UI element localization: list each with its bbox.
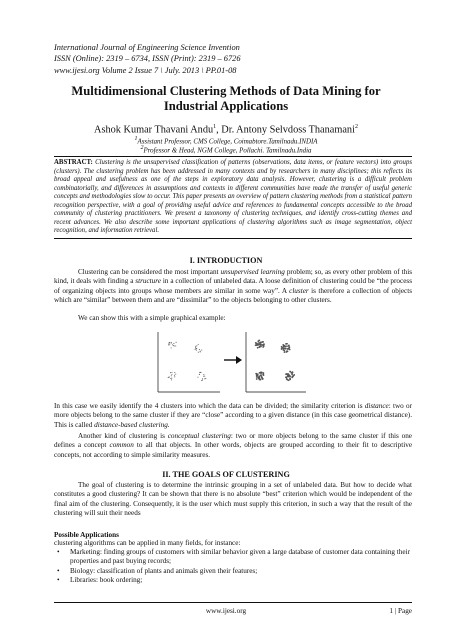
list-item bbox=[54, 548, 412, 567]
abstract-label: ABSTRACT: bbox=[54, 159, 93, 166]
data-point bbox=[200, 351, 201, 352]
data-point bbox=[203, 374, 204, 375]
applications-title: Possible Applications bbox=[54, 531, 119, 539]
intro-p1-e: in a collection of unlabeled data. A loose definition of clustering could be “the process of organizing objects into groups whose members are similar in some way”. A bbox=[54, 277, 412, 295]
journal-header bbox=[54, 42, 414, 76]
journal-volume: www.ijesi.org Volume 2 Issue 7 \ July. 2013 \ PP.01-08 bbox=[54, 65, 237, 75]
section-heading-introduction: I. INTRODUCTION bbox=[189, 256, 263, 265]
affiliation-2-text: Professor & Head, NGM College, Pollachi. Tamilnadu.India bbox=[143, 147, 312, 155]
data-point bbox=[174, 375, 175, 376]
data-point bbox=[169, 343, 170, 344]
affiliation-1-sup: 1 bbox=[134, 136, 138, 142]
journal-issn: ISSN (Online): 2319 – 6734, ISSN (Print): 2319 – 6726 bbox=[54, 54, 241, 64]
footer-rule bbox=[54, 602, 412, 603]
data-point bbox=[256, 378, 258, 380]
data-point bbox=[195, 346, 196, 347]
journal-name: International Journal of Engineering Science Invention bbox=[54, 43, 240, 52]
left-unclustered-points bbox=[168, 342, 207, 381]
data-point bbox=[195, 349, 196, 350]
data-point bbox=[261, 341, 263, 343]
data-point bbox=[175, 374, 176, 375]
applications-intro: clustering algorithms can be applied in many fields, for instance: bbox=[54, 539, 241, 547]
data-point bbox=[258, 377, 260, 379]
data-point bbox=[256, 343, 258, 345]
abstract bbox=[54, 156, 412, 239]
data-point bbox=[171, 342, 172, 343]
intro-p3-c: : two or more objects belong to the same cluster if they are “close” according to a given distance (in this case geometrical distance). This is called bbox=[54, 402, 413, 429]
data-point bbox=[199, 349, 200, 350]
data-point bbox=[260, 344, 262, 346]
intro-p1-f: cluster bbox=[289, 286, 309, 295]
intro-p4-c: : two or more objects belong to the same cluster if this one defines a concept bbox=[54, 432, 412, 450]
data-point bbox=[198, 352, 199, 353]
data-point bbox=[168, 345, 169, 346]
data-point bbox=[285, 343, 287, 345]
intro-p4-d: common bbox=[109, 441, 134, 450]
list-item-text: Libraries: book ordering; bbox=[70, 575, 143, 584]
data-point bbox=[196, 345, 197, 346]
intro-p1-b: unsupervised learning bbox=[220, 268, 285, 276]
clustering-figure bbox=[152, 330, 308, 394]
affiliation-1-text: Assistant Professor, CMS College, Coimabtore.Tamilnadu.INDIA bbox=[137, 138, 318, 146]
data-point bbox=[176, 342, 177, 343]
section-heading-goals: II. THE GOALS OF CLUSTERING bbox=[162, 470, 290, 479]
data-point bbox=[293, 374, 295, 376]
data-point bbox=[171, 374, 172, 375]
data-point bbox=[260, 345, 262, 347]
data-point bbox=[291, 373, 293, 375]
affiliation-2 bbox=[40, 144, 412, 155]
footer-page-number: 1 | Page bbox=[389, 607, 412, 615]
bullet-icon: • bbox=[57, 548, 60, 556]
paper-title bbox=[40, 84, 412, 114]
data-point bbox=[204, 378, 205, 379]
data-point bbox=[171, 379, 172, 380]
arrow-head bbox=[236, 356, 242, 364]
intro-p4-b: conceptual clustering bbox=[167, 432, 231, 440]
data-point bbox=[174, 376, 175, 377]
data-point bbox=[285, 373, 287, 375]
figure-left-panel bbox=[158, 332, 220, 392]
data-point bbox=[263, 344, 265, 346]
intro-p4-e: to all that objects. In other words, objects are grouped according to their fit to descriptive concepts, not according to simple similarity measures. bbox=[54, 441, 413, 459]
goals-paragraph: The goal of clustering is to determine the intrinsic grouping in a set of unlabeled data. But how to decide what constitutes a good clustering? It can be shown that there is no absolute “best” criterion which would be independent of the final aim of the clustering. Consequently, it is the user which must supply this criterion, in such a way that the result of the clustering will suit their needs bbox=[54, 481, 412, 517]
right-clustered-points bbox=[255, 340, 295, 382]
intro-p3-a: In this case we easily identify the 4 clusters into which the data can be divided; the similarity criterion is bbox=[54, 402, 365, 410]
data-point bbox=[200, 372, 201, 373]
data-point bbox=[291, 372, 293, 374]
bullet-icon: • bbox=[57, 575, 60, 584]
data-point bbox=[195, 347, 196, 348]
data-point bbox=[201, 380, 202, 381]
figure-arrow bbox=[224, 356, 242, 364]
data-point bbox=[286, 345, 288, 347]
data-point bbox=[169, 376, 170, 377]
data-point bbox=[258, 342, 260, 344]
list-item bbox=[54, 567, 412, 576]
title-line-2: Industrial Applications bbox=[163, 99, 289, 113]
affiliation-2-sup: 2 bbox=[140, 145, 144, 151]
intro-paragraph-2: We can show this with a simple graphical example: bbox=[78, 314, 226, 322]
intro-p3-d: distance-based clustering. bbox=[94, 420, 170, 429]
data-point bbox=[204, 376, 205, 377]
data-point bbox=[203, 376, 204, 377]
data-point bbox=[198, 344, 199, 345]
data-point bbox=[281, 346, 283, 348]
figure-right-panel bbox=[246, 332, 306, 392]
author-1-sup: 1 bbox=[213, 124, 217, 130]
data-point bbox=[174, 372, 175, 373]
intro-paragraph-3 bbox=[54, 402, 412, 430]
intro-paragraph-1 bbox=[54, 268, 412, 305]
list-item-text: Marketing: finding groups of customers with similar behavior given a large database of customer data containing their properties and past buying records; bbox=[70, 548, 410, 566]
intro-p1-c: problem; so, as every other problem of this kind, it deals with finding a bbox=[54, 268, 412, 286]
data-point bbox=[171, 372, 172, 373]
data-point bbox=[282, 349, 284, 351]
data-point bbox=[288, 379, 290, 381]
data-point bbox=[202, 378, 203, 379]
data-point bbox=[289, 378, 291, 380]
data-point bbox=[256, 344, 258, 346]
data-point bbox=[173, 343, 174, 344]
data-point bbox=[261, 372, 263, 374]
data-point bbox=[196, 348, 197, 349]
intro-p1-d: structure bbox=[135, 277, 161, 286]
title-line-1: Multidimensional Clustering Methods of Data Mining for bbox=[71, 84, 381, 98]
data-point bbox=[199, 374, 200, 375]
data-point bbox=[199, 372, 200, 373]
data-point bbox=[169, 342, 170, 343]
list-item-text: Biology: classification of plants and animals given their features; bbox=[70, 566, 258, 575]
applications-list bbox=[54, 548, 412, 585]
data-point bbox=[261, 376, 263, 378]
data-point bbox=[287, 373, 289, 375]
data-point bbox=[196, 350, 197, 351]
data-point bbox=[286, 377, 288, 379]
data-point bbox=[260, 374, 262, 376]
data-point bbox=[172, 344, 173, 345]
data-point bbox=[285, 348, 287, 350]
intro-p1-g: is therefore a collection of objects which are “similar” between them and are “dissimilar” to the objects belonging to other clusters. bbox=[54, 286, 412, 304]
list-item bbox=[54, 576, 412, 585]
data-point bbox=[287, 348, 289, 350]
intro-p4-a: Another kind of clustering is bbox=[78, 432, 168, 440]
data-point bbox=[281, 348, 283, 350]
data-point bbox=[197, 377, 198, 378]
data-point bbox=[284, 351, 286, 353]
data-point bbox=[171, 378, 172, 379]
data-point bbox=[201, 350, 202, 351]
bullet-icon: • bbox=[57, 566, 60, 575]
data-point bbox=[205, 378, 206, 379]
footer-url: www.ijesi.org bbox=[205, 607, 247, 615]
data-point bbox=[292, 375, 294, 377]
data-point bbox=[288, 345, 290, 347]
data-point bbox=[263, 374, 265, 376]
author-2: , Dr. Antony Selvdoss Thanamani bbox=[216, 124, 355, 136]
data-point bbox=[170, 378, 171, 379]
data-point bbox=[174, 346, 175, 347]
data-point bbox=[286, 351, 288, 353]
intro-p1-a: Clustering can be considered the most important bbox=[78, 268, 221, 276]
intro-paragraph-4 bbox=[54, 432, 412, 460]
data-point bbox=[171, 347, 172, 348]
intro-p3-b: distance bbox=[364, 402, 389, 410]
data-point bbox=[289, 349, 291, 351]
data-point bbox=[257, 373, 259, 375]
data-point bbox=[283, 347, 285, 349]
data-point bbox=[171, 375, 172, 376]
data-point bbox=[257, 340, 259, 342]
data-point bbox=[255, 344, 257, 346]
data-point bbox=[202, 380, 203, 381]
author-2-sup: 2 bbox=[354, 124, 358, 130]
data-point bbox=[175, 345, 176, 346]
abstract-text: Clustering is the unsupervised classification of patterns (observations, data items, or feature vectors) into groups (clusters). The clustering problem has been addressed in many contexts and by researchers in many disciplines; this reflects its broad appeal and usefulness as one of the steps in exploratory data analysis. However, clustering is a difficult problem combinatorially, and differences in assumptions and contexts in different communities have made the transfer of useful generic concepts and methodologies slow to occur. This paper presents an overview of pattern clustering methods from a statistical pattern recognition perspective, with a goal of providing useful advice and references to fundamental concepts accessible to the broad community of clustering practitioners. We present a taxonomy of clustering techniques, and identify cross-cutting themes and recent advances. We also describe some important applications of clustering algorithms such as image segmentation, object recognition, and information retrieval. bbox=[54, 159, 412, 235]
data-point bbox=[262, 346, 264, 348]
author-1: Ashok Kumar Thavani Andu bbox=[94, 124, 214, 136]
data-point bbox=[168, 377, 169, 378]
data-point bbox=[257, 347, 259, 349]
data-point bbox=[170, 372, 171, 373]
data-point bbox=[283, 345, 285, 347]
